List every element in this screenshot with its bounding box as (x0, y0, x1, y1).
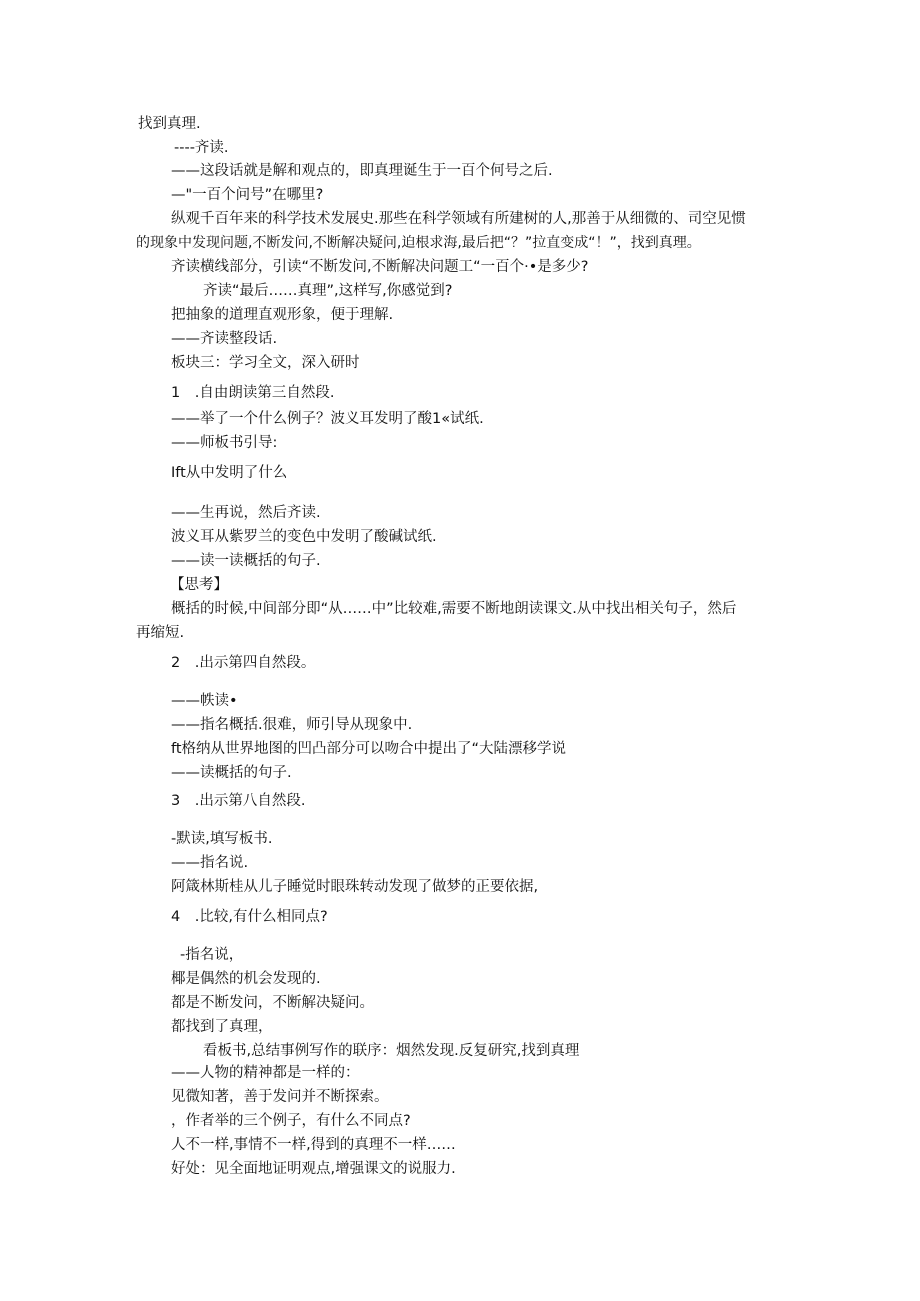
text-line: ——人物的精神都是一样的： (171, 1065, 360, 1081)
text-line: ，作者举的三个例子，有什么不同点? (171, 1113, 411, 1129)
text-line: ——生再说，然后齐读. (171, 505, 321, 521)
text-line: 看板书,总结事例写作的联序：烟然发现.反复研究,找到真理 (203, 1043, 580, 1059)
text-line: 人不一样,事情不一样,得到的真理不一样…… (171, 1137, 456, 1153)
text-line: 好处：见全面地证明观点,增强课文的说服力. (171, 1161, 456, 1177)
text-line: 阿箴林斯桂从儿子睡觉时眼珠转动发现了做梦的正要依据, (171, 879, 539, 895)
section-heading: 板块三：学习全文，深入研时 (171, 355, 360, 371)
text-line: 纵观千百年来的科学技术发展史.那些在科学领域有所建树的人,那善于从细微的、司空见惯 (171, 211, 746, 227)
text-line: 齐读横线部分，引读“不断发问,不断解决问题工“一百个·•是多少? (171, 259, 589, 275)
text-line: ——读概括的句子. (171, 765, 292, 781)
text-line: 波义耳从紫罗兰的变色中发明了酸碱试纸. (171, 529, 437, 545)
text-line: ——指名说. (171, 855, 249, 871)
text-line: 椰是偶然的机会发现的. (171, 971, 321, 987)
text-line: ——帙读• (171, 693, 238, 709)
text-line: 都是不断发问，不断解决疑问。 (171, 995, 374, 1011)
text-line: ——举了一个什么例子？波义耳发明了酸1«试纸. (171, 411, 484, 427)
text-line: 3 .出示第八自然段. (171, 793, 306, 809)
text-line: -指名说， (180, 947, 244, 963)
text-line: 再缩短. (136, 625, 185, 641)
text-line: 都找到了真理， (171, 1019, 273, 1035)
text-line: Ift从中发明了什么 (171, 465, 288, 481)
text-line: 的现象中发现问题,不断发问,不断解决疑问,迫根求海,最后把“？”拉直变成“！”，找到真理。 (136, 235, 701, 251)
think-heading: 【思考】 (170, 577, 228, 593)
text-line: ——齐读整段话. (171, 331, 278, 347)
text-line: 见微知著，善于发问并不断探索。 (171, 1089, 389, 1105)
text-line: 把抽象的道理直观形象，便于理解. (171, 307, 394, 323)
text-line: 概括的时候,中间部分即“从……中”比较难,需要不断地朗读课文.从中找出相关句子，然后 (171, 601, 737, 617)
text-line: 齐读“最后……真理”,这样写,你感觉到? (203, 283, 453, 299)
text-line: ——师板书引导: (171, 435, 278, 451)
text-line: ft格纳从世界地图的凹凸部分可以吻合中提出了“大陆漂移学说 (171, 741, 567, 757)
text-line: 2 .出示第四自然段。 (171, 655, 316, 671)
text-line: —"一百个问号”在哪里? (171, 187, 324, 203)
text-line: 1 .自由朗读第三自然段. (171, 385, 335, 401)
text-line: 4 .比较,有什么相同点? (171, 909, 328, 925)
text-line: 找到真理. (138, 116, 201, 132)
text-line: ——指名概括.很难，师引导从现象中. (171, 717, 413, 733)
text-line: ——读一读概括的句子. (171, 553, 321, 569)
text-line: ——这段话就是解和观点的，即真理诞生于一百个何号之后. (171, 163, 553, 179)
text-line: ----齐读. (174, 140, 229, 156)
text-line: -默读,填写板书. (171, 831, 273, 847)
